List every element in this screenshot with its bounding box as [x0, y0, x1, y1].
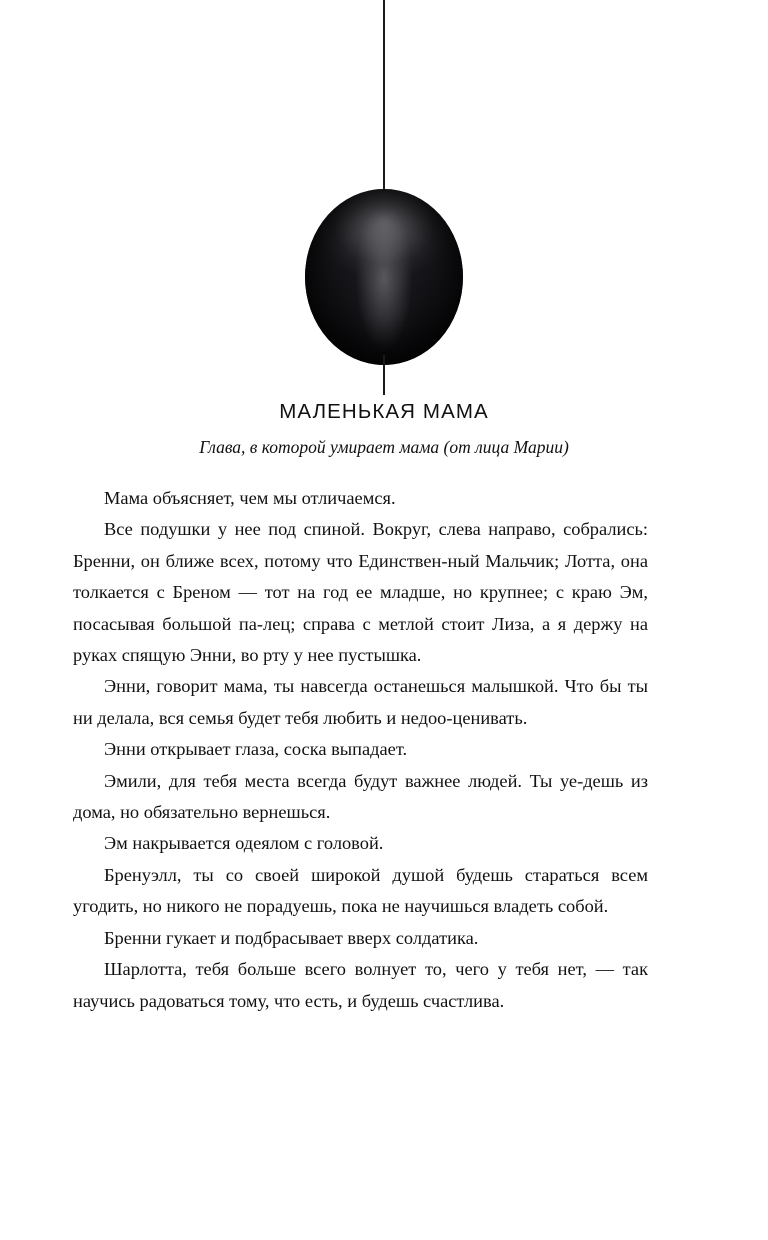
paragraph: Эм накрывается одеялом с головой.: [104, 833, 384, 854]
chapter-subtitle: Глава, в которой умирает мама (от лица Марии): [199, 437, 569, 457]
illustration-vignette: [305, 189, 463, 365]
paragraph: Бренуэлл, ты со своей широкой душой будешь стараться всем угодить, но никого не порадуешь, пока не научишься владеть собой.: [73, 864, 648, 917]
chapter-title: МАЛЕНЬКАЯ МАМА: [279, 400, 489, 423]
paragraph: Энни, говорит мама, ты навсегда останешься малышкой. Что бы ты ни делала, вся семья будет тебя любить и недоо-ценивать.: [73, 676, 648, 728]
paragraph: Энни открывает глаза, соска выпадает.: [104, 739, 408, 760]
paragraph: Бренни гукает и подбрасывает вверх солдатика.: [104, 927, 479, 948]
paragraph: Мама объясняет, чем мы отличаемся.: [104, 488, 396, 508]
paragraph: Все подушки у нее под спиной. Вокруг, слева направо, собрались: Бренни, он ближе всех, потому что Единствен-ный Мальчик; Лотта, она толкается с Бреном — тот на год ее младше, но крупнее; с краю Эм, посасывая большой па-лец; справа с метлой стоит Лиза, а я держу на руках спящую Энни, во рту у нее пустышка.: [73, 519, 648, 666]
decorative-vertical-rule-top: [383, 0, 385, 200]
decorative-vertical-rule-bottom: [383, 355, 385, 395]
paragraph: Шарлотта, тебя больше всего волнует то, чего у тебя нет, — так научись радоваться тому, что есть, и будешь счастлива.: [73, 959, 648, 1011]
oval-portrait-illustration: [305, 189, 463, 365]
body-text: [73, 483, 648, 1017]
paragraph: Эмили, для тебя места всегда будут важнее людей. Ты уе-дешь из дома, но обязательно вернешься.: [73, 770, 648, 823]
